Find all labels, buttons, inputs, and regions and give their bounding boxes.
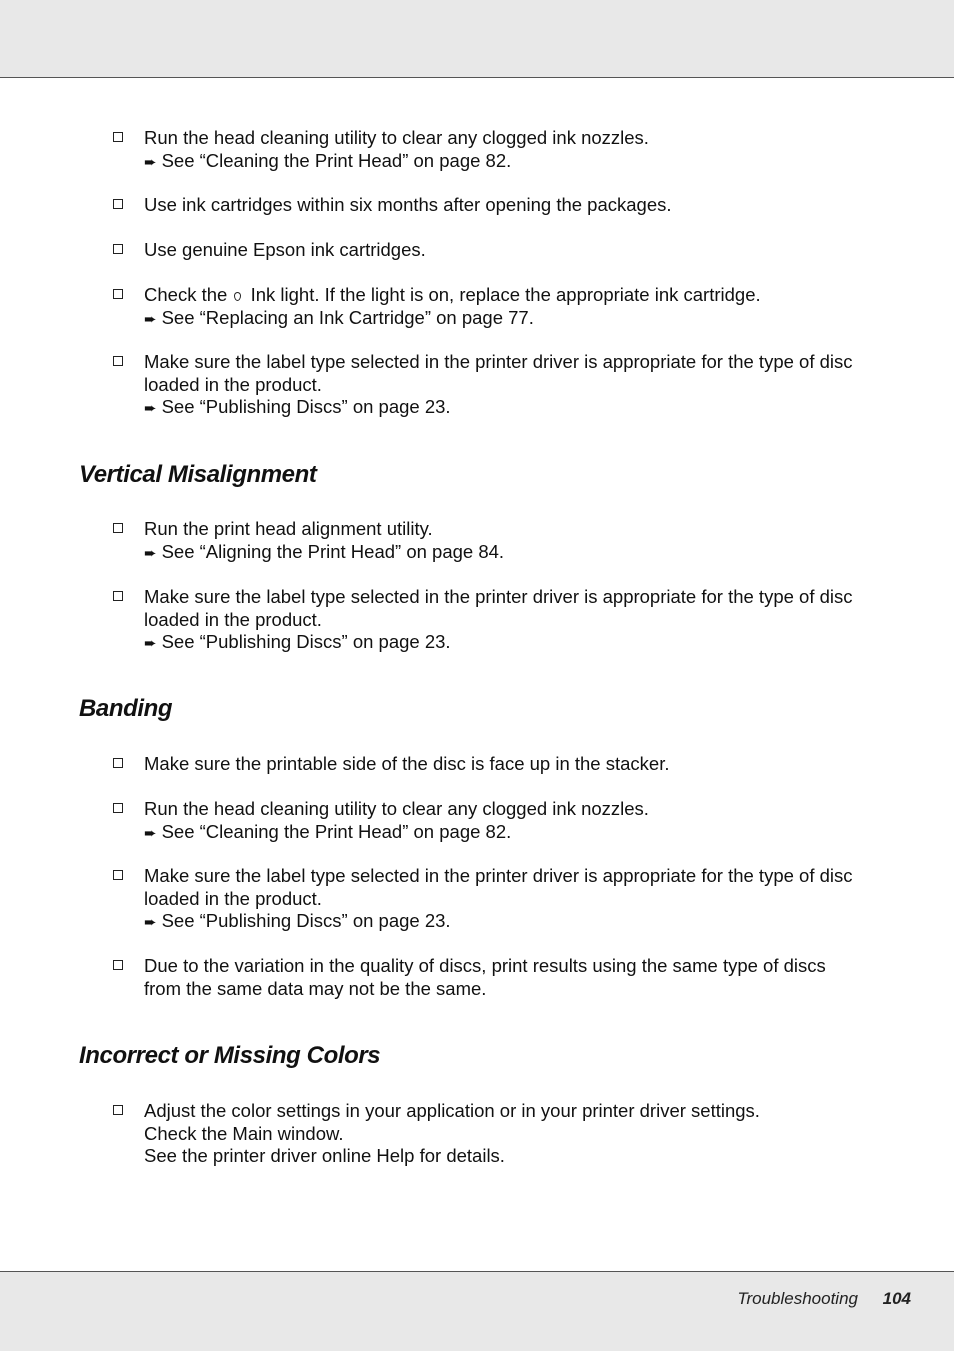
arrow-right-icon: ➨ [144, 400, 157, 417]
arrow-right-icon: ➨ [144, 635, 157, 652]
checkbox-bullet-icon [113, 758, 123, 768]
item-text: Use ink cartridges within six months after opening the packages. [144, 194, 672, 215]
arrow-right-icon: ➨ [144, 544, 157, 562]
list-item [144, 518, 884, 565]
checkbox-bullet-icon [113, 803, 123, 813]
list-item [144, 1100, 884, 1168]
cross-reference[interactable] [144, 150, 884, 175]
checkbox-bullet-icon [113, 289, 123, 299]
arrow-right-icon: ➨ [144, 153, 157, 171]
list-item [144, 955, 884, 1000]
cross-reference[interactable] [144, 631, 884, 656]
item-text: loaded in the product. [144, 373, 322, 395]
checkbox-bullet-icon [113, 244, 123, 254]
list-item [144, 798, 884, 845]
footer-section-label: Troubleshooting [737, 1289, 858, 1308]
cross-reference[interactable] [144, 541, 884, 566]
footer-band [0, 1271, 954, 1351]
item-text-before: Check the [144, 284, 228, 305]
checkbox-bullet-icon [113, 870, 123, 880]
section-heading: Banding [79, 695, 173, 722]
checkbox-bullet-icon [113, 523, 123, 533]
item-text: Check the Main window. [144, 1122, 344, 1144]
header-band [0, 0, 954, 78]
item-text: Make sure the label type selected in the printer driver is appropriate for the type of disc [144, 865, 853, 886]
list-item [144, 586, 884, 656]
cross-reference-text[interactable]: See “Publishing Discs” on page 23. [161, 396, 451, 417]
page-number: 104 [882, 1289, 911, 1308]
item-text: See the printer driver online Help for details. [144, 1145, 505, 1166]
list-item [144, 194, 884, 217]
list-item [144, 284, 884, 331]
item-text: Run the head cleaning utility to clear any clogged ink nozzles. [144, 127, 649, 148]
item-text: Use genuine Epson ink cartridges. [144, 239, 426, 260]
cross-reference-text[interactable]: See “Aligning the Print Head” on page 84. [161, 540, 505, 562]
checkbox-bullet-icon [113, 591, 123, 601]
item-text-after: Ink light. If the light is on, replace the appropriate ink cartridge. [250, 284, 761, 305]
cross-reference-text[interactable]: See “Cleaning the Print Head” on page 82. [161, 820, 512, 842]
list-item [144, 351, 884, 421]
item-text: from the same data may not be the same. [144, 977, 487, 999]
list-item [144, 753, 884, 776]
item-text: Make sure the printable side of the disc is face up in the stacker. [144, 753, 670, 774]
cross-reference[interactable] [144, 396, 884, 421]
ink-drop-icon [234, 292, 241, 301]
item-text [144, 284, 884, 307]
arrow-right-icon: ➨ [144, 310, 157, 328]
item-text: Run the head cleaning utility to clear any clogged ink nozzles. [144, 798, 649, 819]
cross-reference-text[interactable]: See “Publishing Discs” on page 23. [161, 631, 451, 652]
arrow-right-icon: ➨ [144, 914, 157, 931]
cross-reference-text[interactable]: See “Cleaning the Print Head” on page 82. [161, 149, 512, 171]
cross-reference[interactable] [144, 307, 884, 332]
cross-reference-text[interactable]: See “Publishing Discs” on page 23. [161, 910, 451, 931]
cross-reference-text[interactable]: See “Replacing an Ink Cartridge” on page 77. [161, 306, 534, 328]
arrow-right-icon: ➨ [144, 824, 157, 842]
list-item [144, 865, 884, 935]
item-text: Make sure the label type selected in the printer driver is appropriate for the type of disc [144, 586, 853, 607]
item-text: Adjust the color settings in your application or in your printer driver settings. [144, 1100, 760, 1121]
checkbox-bullet-icon [113, 199, 123, 209]
item-text: Make sure the label type selected in the printer driver is appropriate for the type of disc [144, 351, 853, 372]
item-text: Run the print head alignment utility. [144, 518, 433, 539]
item-text: Due to the variation in the quality of discs, print results using the same type of discs [144, 955, 826, 976]
cross-reference[interactable] [144, 910, 884, 935]
cross-reference[interactable] [144, 821, 884, 846]
checkbox-bullet-icon [113, 132, 123, 142]
item-text: loaded in the product. [144, 608, 322, 630]
checkbox-bullet-icon [113, 1105, 123, 1115]
checkbox-bullet-icon [113, 960, 123, 970]
item-text: loaded in the product. [144, 887, 322, 909]
section-heading: Incorrect or Missing Colors [79, 1042, 381, 1069]
checkbox-bullet-icon [113, 356, 123, 366]
list-item [144, 239, 884, 262]
section-heading: Vertical Misalignment [79, 461, 317, 488]
list-item [144, 127, 884, 174]
